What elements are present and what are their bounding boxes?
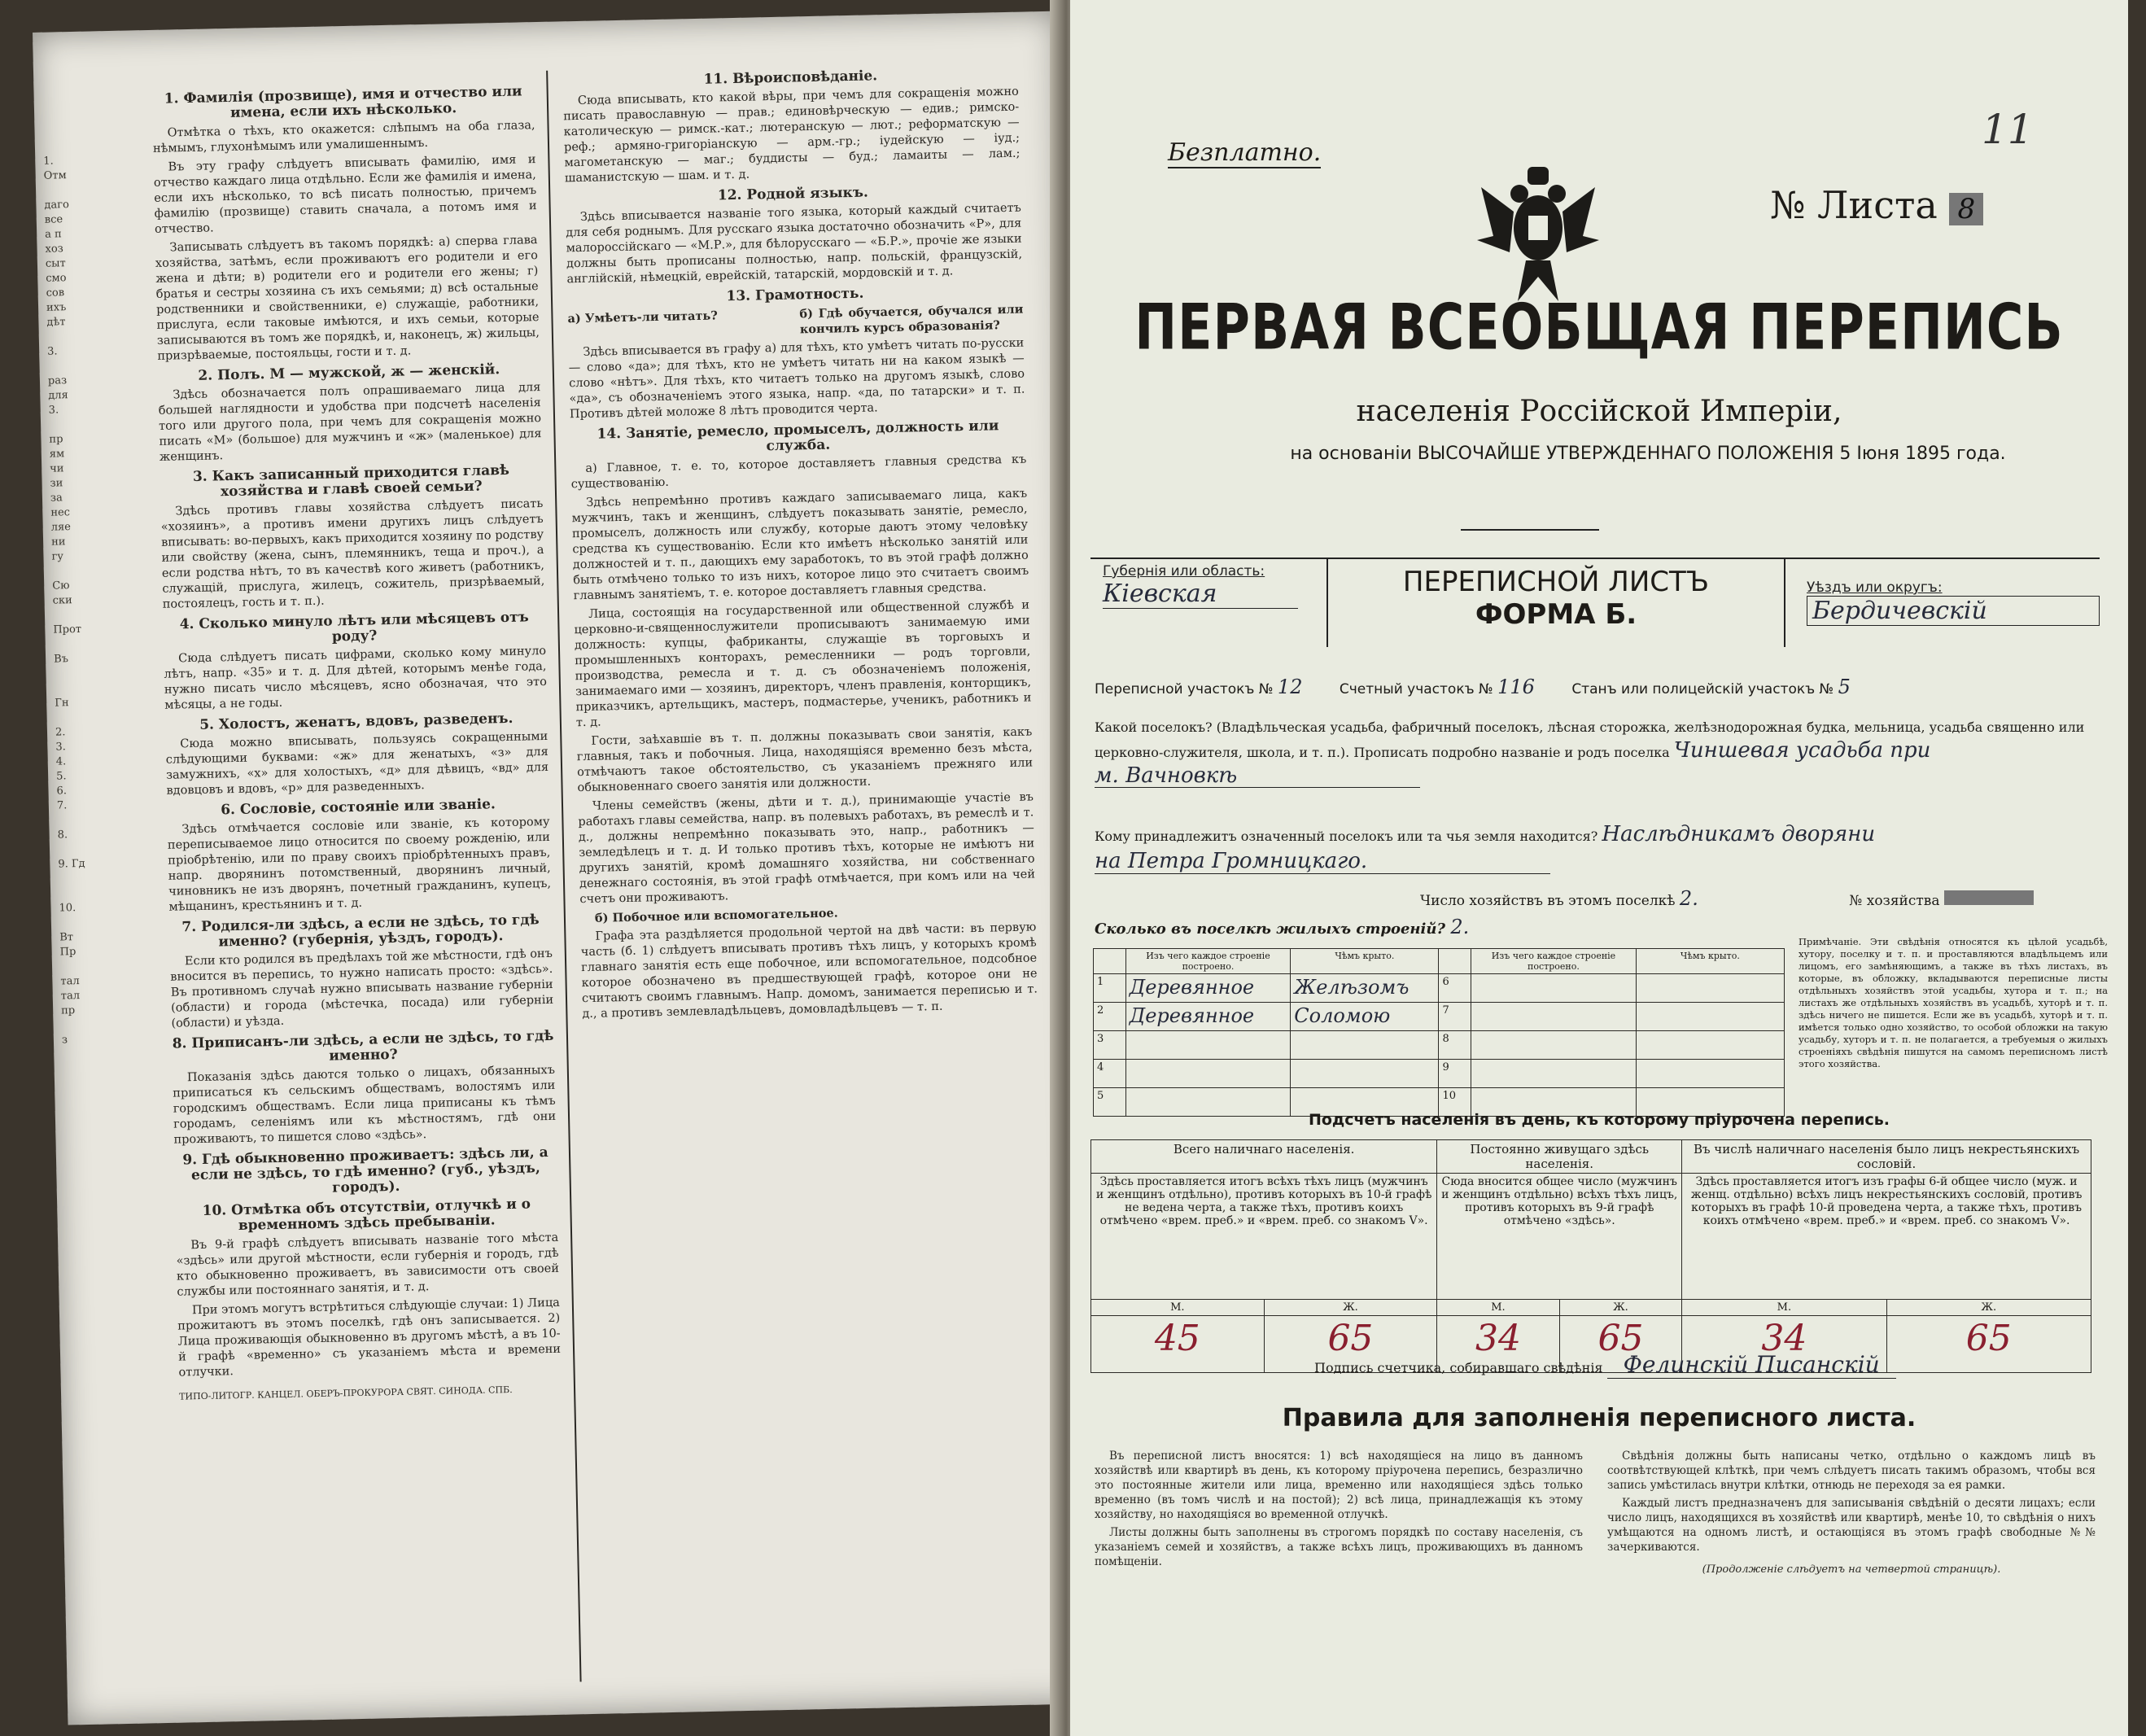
strip-line — [54, 666, 119, 682]
strip-line: а п — [45, 228, 62, 241]
col-roof-header: Чѣмъ крыто. — [1291, 949, 1439, 974]
signature-value: Фелинскій Писанскій — [1607, 1351, 1896, 1379]
form-header-row — [1090, 558, 2100, 657]
building-roof-right — [1636, 974, 1784, 1003]
strip-line: Пр — [59, 946, 76, 959]
strip-line: ни — [50, 536, 66, 549]
form-label: ФОРМА Б. — [1475, 598, 1637, 631]
owner-block — [1095, 822, 2096, 874]
building-row — [1094, 1060, 1785, 1088]
buildings-value: 2. — [1450, 916, 1470, 938]
building-roof — [1291, 1031, 1439, 1060]
building-roof: Соломою — [1291, 1003, 1439, 1031]
double-headed-eagle-icon — [1477, 163, 1599, 305]
strip-line: 10. — [59, 902, 76, 915]
uezd-label: Уѣздъ или округъ: — [1807, 579, 1943, 596]
rule-9-heading: 9. Гдѣ обыкновенно проживаетъ: здѣсь ли, а если не здѣсь, то гдѣ именно? (губ., уѣздъ, городъ). — [182, 1144, 549, 1196]
building-number: 5 — [1094, 1088, 1126, 1117]
building-number-right: 9 — [1439, 1060, 1471, 1088]
rule-14-text-2: Лица, состоящія на государственной или общественной службѣ и церковно-и-священнослужители прописываютъ занимаемую ими должность: купцы, фабриканты, служащіе въ торговыхъ и промышленныхъ конторахъ, ремесленники — родъ торговли, производства, ремесла и т. д. съ обозначеніемъ положенія, занимаемаго ими — хозяинъ, директоръ, членъ правленія, конторщикъ, приказчикъ, артельщикъ, мастеръ, подмастерье, ученикъ, работникъ и т. д. — [574, 598, 1032, 730]
buildings-table — [1093, 948, 1785, 1117]
strip-line: Въ — [53, 653, 69, 666]
household-no-value — [1944, 890, 2034, 905]
left-column-2 — [562, 61, 1038, 1025]
owner-question: Кому принадлежитъ означенный поселокъ или та чья земля находится? — [1095, 829, 1598, 844]
building-material — [1125, 1060, 1291, 1088]
rule-14b-text: Графа эта раздѣляется продольной чертой на двѣ части: въ первую часть (б. 1) слѣдуетъ вписывать противъ тѣхъ лицъ, у которыхъ кромѣ главнаго занятія есть еще побочное, или вспомогательное, подсобное которое обозначено въ предшествующей графѣ, которое они не считаютъ своимъ главнымъ. Напр. домомъ, занимается переписью и т. д., а противъ землевладѣльцевъ, домовладѣльцевъ — т. п. — [580, 920, 1038, 1021]
rule-14-text: Здѣсь непремѣнно противъ каждаго записываемаго лица, какъ мужчинъ, такъ и женщинъ, слѣдуетъ показывать занятіе, ремесло, промыселъ, должность или службу, которые даютъ этому человѣку средства къ существованію. Если кто имѣетъ нѣсколько занятій или должностей и т. п., дающихъ ему заработокъ, то въ этой графѣ должно быть отмѣчено только то изъ нихъ, которое лицо это считаетъ своимъ главнымъ занятіемъ, т. е. которое доставляетъ главныя средства. — [571, 487, 1029, 603]
right-page — [1070, 0, 2128, 1736]
rule-12-text: Здѣсь вписывается названіе того языка, который каждый считаетъ для себя роднымъ. Для русскаго языка достаточно обозначить «Р», для малороссійскаго — «М.Р.», для бѣлорусскаго — «Б.Р.», прочіе же языки должны быть прописаны полностью, напр. польскій, французскій, англійскій, нѣмецкій, еврейскій, татарскій, мордовскій и т. д. — [566, 201, 1023, 286]
strip-line — [60, 959, 125, 975]
strip-line: тал — [60, 990, 81, 1003]
sheet-title: ПЕРЕПИСНОЙ ЛИСТЪ — [1402, 566, 1710, 598]
rule-8-text: Показанія здѣсь даются только о лицахъ, обязанныхъ приписаться къ сельскимъ обществамъ, волостямъ или городскимъ обществамъ. Если лица приписаны къ тѣмъ городамъ, селеніямъ или къ мѣстностямъ, гдѣ они проживаютъ, то пишется слово «здѣсь». — [173, 1063, 557, 1147]
strip-line: все — [44, 213, 63, 226]
gubernia-value: Кіевская — [1103, 579, 1298, 609]
pop-permanent-header: Постоянно живущаго здѣсь населенія. — [1437, 1140, 1682, 1174]
strip-line — [55, 680, 120, 697]
household-no-label: № хозяйства — [1849, 893, 1940, 909]
strip-line — [47, 329, 112, 345]
strip-line: ски — [52, 594, 72, 607]
rule-5-text: Сюда можно вписывать, пользуясь сокращенными слѣдующими буквами: «ж» для женатыхъ, «з» для замужнихъ, «х» для холостыхъ, «д» для дѣвицъ, «вд» для вдовцовъ и вдовъ, «р» для разведенныхъ. — [165, 729, 549, 798]
rule-3-heading: 3. Какъ записанный приходится главѣ хозяйства и главѣ своей семьи? — [192, 461, 510, 501]
strip-line: Гн — [55, 697, 69, 710]
col-roof-header-2: Чѣмъ крыто. — [1636, 949, 1784, 974]
stan-value: 5 — [1838, 676, 1851, 698]
building-row — [1094, 974, 1785, 1003]
uezd-value: Бердичевскій — [1807, 596, 2100, 626]
rule-14b: б) Побочное или вспомогательное. — [594, 906, 838, 925]
rule-11-text: Сюда вписывать, кто какой вѣры, при чемъ для сокращенія можно писать православную — прав.; единовѣрческую — едив.; римско-католическую — римск.-кат.; лютеранскую — лют.; реформатскую — реф.; армяно-григоріанскую — арм.-гр.; іудейскую — іуд.; магометанскую — маг.; буддисты — буд.; ламаиты — лам.; шаманистскую — шам. и т. д. — [563, 85, 1021, 186]
rule-8-heading: 8. Приписанъ-ли здѣсь, а если не здѣсь, то гдѣ именно? — [172, 1027, 554, 1065]
rule-14-heading: 14. Занятіе, ремесло, промыселъ, должность или служба. — [597, 418, 999, 455]
pop-zh-1: Ж. — [1264, 1300, 1437, 1316]
strip-line: 5. — [55, 770, 67, 783]
rules-column-2 — [1607, 1449, 2096, 1577]
strip-line — [58, 842, 123, 858]
signature-line — [1314, 1351, 1896, 1378]
divider — [1461, 529, 1599, 531]
left-page — [33, 11, 1093, 1725]
settlement-question: Какой поселокъ? (Владѣльческая усадьба, фабричный поселокъ, лѣсная сторожка, желѣзнодорожная будка, мельница, усадьба священно или церковно-служителя, школа, и т. п.). Прописать подробно названіе и родъ поселка — [1095, 719, 2085, 760]
strip-line: пр — [61, 1004, 76, 1017]
pop-permanent-zh-value: 65 — [1559, 1316, 1681, 1373]
strip-line: раз — [47, 374, 68, 387]
rule-2-text: Здѣсь обозначается полъ опрашиваемаго лица для большей наглядности и удобства при подсчетѣ населенія того или другого пола, при чемъ для сокращенія можно писать «М» (большое) для мужчинъ и «ж» (маленькое) для женщинъ. — [158, 381, 542, 464]
census-basis: на основаніи ВЫСОЧАЙШЕ УТВЕРЖДЕННАГО ПОЛОЖЕНІЯ 5 Іюня 1895 года. — [1290, 444, 2006, 464]
rule-14-text-4: Члены семействъ (жены, дѣти и т. д.), принимающіе участіе въ работахъ главы семейства, напр. въ полевыхъ работахъ, въ ремеслѣ и т. д., должны непремѣнно показывать это, напр., работникъ — земледѣлецъ и т. д. И только противъ тѣхъ, которые не имѣютъ ни другихъ занятій, кромѣ домашняго хозяйства, ни собственнаго денежнаго состоянія, въ этой графѣ отмѣчается, при комъ или на чей счетъ они проживаютъ. — [578, 790, 1036, 907]
pop-nonpeasant-desc: Здѣсь проставляется итогъ изъ графы 6-й общее число (муж. и женщ. отдѣльно) всѣхъ лицъ некрестьянскихъ сословій, противъ которыхъ въ графѣ 10-й проведена черта, а также тѣхъ, противъ коихъ отмѣчено «врем. преб.» и «врем. преб. со знакомъ V». — [1682, 1174, 2091, 1300]
rules-p2: Свѣдѣнія должны быть написаны четко, отдѣльно о каждомъ лицѣ въ соотвѣтствующей клѣткѣ, при чемъ слѣдуетъ писать такимъ образомъ, чтобы вся запись умѣстилась внутри клѣтки, отнюдь не переходя за ея рамки. — [1607, 1450, 2096, 1492]
pop-m-2: М. — [1437, 1300, 1559, 1316]
pop-total-m-value: 45 — [1091, 1316, 1265, 1373]
left-margin-strip — [43, 153, 127, 1047]
pop-permanent-desc: Сюда вносится общее число (мужчинъ и женщинъ отдѣльно) всѣхъ тѣхъ лицъ, противъ которыхъ въ 9-й графѣ отмѣчено «здѣсь». — [1437, 1174, 1682, 1300]
building-row — [1094, 1003, 1785, 1031]
sheet-number-value: 8 — [1949, 193, 1983, 225]
strip-line: даго — [44, 199, 70, 212]
pop-m-3: М. — [1682, 1300, 1886, 1316]
census-title: ПЕРВАЯ ВСЕОБЩАЯ ПЕРЕПИСЬ — [1134, 289, 2064, 365]
strip-line — [52, 563, 117, 579]
rule-6-heading: 6. Сословіе, состояніе или званіе. — [221, 796, 496, 819]
strip-line: хоз — [45, 243, 63, 256]
free-label: Безплатно. — [1168, 138, 1322, 167]
building-roof: Желѣзомъ — [1291, 974, 1439, 1003]
building-material-right — [1471, 1060, 1637, 1088]
rule-14a: а) Главное, т. е. то, которое доставляетъ главныя средства къ существованію. — [570, 453, 1027, 492]
page-number: 11 — [1982, 106, 2034, 153]
rule-10-heading: 10. Отмѣтка объ отсутствіи, отлучкѣ и о временномъ здѣсь пребываніи. — [202, 1196, 531, 1235]
rule-6-text: Здѣсь отмѣчается сословіе или званіе, къ которому переписываемое лицо относится по своему рожденію, или пріобрѣтенію, или по праву своихъ пріобрѣтенныхъ правъ, напр. дворянинъ потомственный, дворянинъ личный, чиновникъ не изъ дворянъ, почетный гражданинъ, купецъ, мѣщанинъ, крестьянинъ и т. д. — [167, 815, 552, 914]
gubernia-block — [1103, 563, 1298, 609]
rule-1-heading: 1. Фамилія (прозвище), имя и отчество или имена, если ихъ нѣсколько. — [164, 83, 522, 121]
pop-nonpeasant-m-value: 34 — [1682, 1316, 1886, 1373]
building-number: 4 — [1094, 1060, 1126, 1088]
pop-total-zh-value: 65 — [1264, 1316, 1437, 1373]
uezd-block — [1807, 579, 2100, 626]
building-material: Деревянное — [1125, 974, 1291, 1003]
rule-13a: а) Умѣетъ-ли читать? — [567, 308, 718, 326]
strip-line: сов — [46, 286, 65, 300]
building-material-right — [1471, 974, 1637, 1003]
rule-13b: б) Гдѣ обучается, обучался или кончилъ курсъ образованія? — [799, 302, 1024, 337]
population-table — [1090, 1139, 2091, 1373]
buildings-line — [1095, 916, 1469, 938]
strip-line: з — [61, 1034, 68, 1047]
rule-2-heading: 2. Полъ. М — мужской, ж — женскій. — [198, 361, 500, 384]
rule-10-cases: При этомъ могутъ встрѣтиться слѣдующіе случаи: 1) Лица прожитаютъ въ этомъ поселкѣ, гдѣ онъ записывается. 2) Лица проживающія обыкновенно въ другомъ мѣстѣ, а въ 10-й графѣ «временно» съ указаніемъ мѣста и времени отлучки. — [177, 1296, 562, 1380]
rules-continued: (Продолженіе слѣдуетъ на четвертой страницѣ). — [1702, 1563, 2001, 1576]
building-number: 1 — [1094, 974, 1126, 1003]
rules-p4: Листы должны быть заполнены въ строгомъ порядкѣ по составу населенія, съ указаніемъ семей и хозяйствъ, а также всѣхъ лицъ, проживающихъ въ данномъ помѣщеніи. — [1095, 1526, 1583, 1568]
strip-line: Сю — [52, 579, 70, 593]
strip-line — [61, 1017, 126, 1034]
strip-line: 3. — [47, 345, 58, 358]
strip-line: смо — [46, 272, 67, 285]
strip-line: сыт — [45, 257, 66, 270]
strip-line: 7. — [56, 799, 68, 812]
building-material: Деревянное — [1125, 1003, 1291, 1031]
settlement-value-1: Чиншевая усадьба при — [1673, 738, 1931, 763]
settlement-value-2: м. Вачновкѣ — [1095, 764, 1420, 788]
strip-line: 3. — [55, 741, 66, 754]
rule-10-text: Въ 9-й графѣ слѣдуетъ вписывать названіе того мѣста «здѣсь» или другой мѣстности, если губернія и городъ, гдѣ кто обыкновенно проживаетъ, въ зависимости отъ своей службы или постояннаго занятія, и т. д. — [176, 1231, 560, 1299]
strip-line: пр — [49, 433, 63, 446]
strip-line: Отм — [43, 169, 67, 182]
pop-zh-2: Ж. — [1559, 1300, 1681, 1316]
building-number-right: 10 — [1439, 1088, 1471, 1117]
rule-4-heading: 4. Сколько минуло лѣтъ или мѣсяцевъ отъ роду? — [179, 609, 529, 645]
rule-5-heading: 5. Холостъ, женатъ, вдовъ, разведенъ. — [199, 710, 514, 733]
rule-11-heading: 11. Вѣроисповѣданіе. — [703, 68, 878, 88]
census-subtitle: населенія Россійской Имперіи, — [1356, 395, 1842, 428]
strip-line — [59, 871, 124, 887]
strip-line: Прот — [53, 623, 82, 636]
rule-12-heading: 12. Родной языкъ. — [717, 184, 869, 204]
strip-line: 9. Гд — [58, 857, 85, 871]
pop-nonpeasant-header: Въ числѣ наличнаго населенія было лицъ некрестьянскихъ сословій. — [1682, 1140, 2091, 1174]
rules-title: Правила для заполненія переписного листа. — [1282, 1404, 1917, 1432]
uchastok-line — [1095, 676, 2096, 698]
building-number: 2 — [1094, 1003, 1126, 1031]
strip-line: зи — [50, 477, 63, 490]
rule-1-text: Въ эту графу слѣдуетъ вписывать фамилію, имя и отчество каждаго лица отдѣльно. Если же фамилія и имена, если ихъ нѣсколько, то всѣ писать полностью, причемъ фамилію (прозвище) ставить сначала, а потомъ имя и отчество. — [153, 153, 537, 236]
sheet-number-label: № Листа — [1770, 183, 1938, 227]
strip-line: дѣт — [46, 316, 66, 329]
rule-13-text: Здѣсь вписывается въ графу а) для тѣхъ, кто умѣетъ читать по-русски — слово «да»; для тѣхъ, кто не умѣетъ читать ни на каком языкѣ — слово «нѣтъ». Для тѣхъ, кто читаетъ только на другомъ языкѣ, слово «да», съ обозначеніемъ этого языка, напр. «да, по татарски» и т. п. Противъ дѣтей моложе 8 лѣтъ проводится черта. — [568, 336, 1025, 422]
building-roof-right — [1636, 1003, 1784, 1031]
owner-value-2: на Петра Громницкаго. — [1095, 849, 1550, 874]
households-line — [1420, 887, 2096, 910]
stan-label: Станъ или полицейскій участокъ № — [1571, 681, 1834, 697]
sheet-number — [1770, 183, 1983, 227]
form-title-block — [1326, 558, 1785, 647]
strip-line: для — [48, 389, 68, 402]
rule-14-text-3: Гости, заѣхавшіе въ т. п. должны показывать свои занятія, какъ главныя, такъ и побочныя. Лица, находящіяся временно безъ мѣста, отмѣчаютъ такое обстоятельство, съ указаніемъ прежняго или обыкновеннаго своего занятія или должности. — [576, 725, 1034, 795]
rule-7-heading: 7. Родился-ли здѣсь, а если не здѣсь, то гдѣ именно? (губернія, уѣздъ, городъ). — [181, 912, 540, 951]
strip-line — [44, 182, 109, 199]
imprint: ТИПО-ЛИТОГР. КАНЦЕЛ. ОБЕРЪ-ПРОКУРОРА СВЯТ. СИНОДА. СПБ. — [179, 1384, 513, 1402]
strip-line: 3. — [48, 404, 59, 417]
rules-p3: Каждый листъ предназначенъ для записыванія свѣдѣній о десяти лицахъ; если число лицъ, находящихся въ хозяйствѣ или квартирѣ, менѣе 10, то свѣдѣнія о нихъ умѣщаются на одномъ листѣ, и остающіяся въ этомъ графѣ свободные №№ зачеркиваются. — [1607, 1497, 2096, 1554]
rule-13-heading: 13. Грамотность. — [726, 285, 864, 305]
signature-label: Подпись счетчика, собиравшаго свѣдѣнія — [1314, 1360, 1603, 1375]
strip-line: нес — [50, 506, 71, 519]
strip-line: тал — [60, 975, 80, 988]
settlement-block — [1095, 716, 2096, 788]
strip-line: 1. — [43, 155, 54, 168]
households-label: Число хозяйствъ въ этомъ поселкѣ — [1420, 893, 1676, 909]
pop-m-1: М. — [1091, 1300, 1265, 1316]
strip-line: Вт — [59, 931, 74, 944]
schet-uchastok-value: 116 — [1497, 676, 1535, 698]
left-column-1 — [151, 79, 562, 1404]
strip-line: чи — [50, 462, 64, 475]
col-material-header-2: Изъ чего каждое строеніе построено. — [1471, 949, 1637, 974]
pop-total-header: Всего наличнаго населенія. — [1091, 1140, 1437, 1174]
strip-line: 2. — [55, 726, 66, 739]
building-material — [1125, 1031, 1291, 1060]
households-value: 2. — [1679, 887, 1698, 910]
strip-line — [47, 358, 112, 374]
building-number-right: 7 — [1439, 1003, 1471, 1031]
strip-line: 8. — [57, 829, 68, 842]
strip-line: за — [50, 492, 63, 505]
building-number-right: 8 — [1439, 1031, 1471, 1060]
perepis-uchastok-label: Переписной участокъ № — [1095, 681, 1274, 697]
rules-p1: Въ переписной листъ вносятся: 1) всѣ находящіеся на лицо въ данномъ хозяйствѣ или квартирѣ въ день, къ которому пріурочена перепись, безразлично это постоянные жители или лица, временно или находящіеся здѣсь только временно (въ томъ числѣ и на постой); 2) всѣ лица, принадлежащія къ этому хозяйству, но находящіяся во временной отлучкѣ. — [1095, 1450, 1583, 1521]
population-title: Подсчетъ населенія въ день, къ которому пріурочена перепись. — [1308, 1111, 1890, 1129]
rule-7-text: Если кто родился въ предѣлахъ той же мѣстности, гдѣ онъ вносится въ перепись, то нужно написать просто: «здѣсь». Въ противномъ случаѣ нужно вписывать название губерніи (области) и города (мѣстечка, посада) или губерніи (области) и уѣзда. — [170, 947, 554, 1030]
strip-line: ихъ — [46, 301, 67, 314]
strip-line: 4. — [55, 755, 67, 768]
pop-total-desc: Здѣсь проставляется итогъ всѣхъ тѣхъ лицъ (мужчинъ и женщинъ отдѣльно), противъ которыхъ въ 10-й графѣ не ведена черта, а также тѣхъ, противъ коихъ отмѣчено «врем. преб.» и «врем. преб. со знакомъ V». — [1091, 1174, 1437, 1300]
strip-line — [54, 636, 119, 653]
building-roof — [1291, 1060, 1439, 1088]
pop-nonpeasant-zh-value: 65 — [1886, 1316, 2091, 1373]
strip-line — [53, 607, 118, 623]
building-material-right — [1471, 1031, 1637, 1060]
strip-line: гу — [51, 550, 64, 563]
building-row — [1094, 1031, 1785, 1060]
strip-line: 6. — [56, 785, 68, 798]
building-material-right — [1471, 1003, 1637, 1031]
strip-line: ям — [49, 448, 65, 461]
building-number-right: 6 — [1439, 974, 1471, 1003]
building-roof-right — [1636, 1060, 1784, 1088]
strip-line — [49, 417, 114, 433]
strip-line — [59, 915, 125, 931]
pop-permanent-m-value: 34 — [1437, 1316, 1559, 1373]
col-material-header: Изъ чего каждое строеніе построено. — [1125, 949, 1291, 974]
pop-zh-3: Ж. — [1886, 1300, 2091, 1316]
strip-line — [59, 885, 124, 902]
perepis-uchastok-value: 12 — [1277, 676, 1303, 698]
rule-1-order: Записывать слѣдуетъ въ такомъ порядкѣ: а) сперва глава хозяйства, затѣмъ, если проживаютъ его родители и его жена и дѣти; в) родители его и родители его жены; г) братья и сестры хозяина съ ихъ семьями; д) всѣ остальные родственники и свойственники, е) служащіе, работники, прислуга, если таковые имѣются, и ихъ семьи, которые записываются въ томъ же порядкѣ, и, наконецъ, ж) жильцы, призрѣваемые, постояльцы, гости и т. д. — [155, 234, 540, 363]
rule-3-text: Здѣсь противъ главы хозяйства слѣдуетъ писать «хозяинъ», а противъ имени другихъ лицъ слѣдуетъ вписывать: во-первыхъ, какъ приходится хозяину по родству или свойству (жена, сынъ, племянникъ, теща и проч.), а если родства нѣтъ, то въ качествѣ кого живетъ (работникъ, служащій, прислуга, жилецъ, сожитель, призрѣваемый, постоялецъ, гость и т. п.). — [160, 496, 545, 611]
strip-line: ляе — [50, 521, 72, 534]
strip-line — [57, 812, 122, 829]
buildings-note: Примѣчаніе. Эти свѣдѣнія относятся къ цѣлой усадьбѣ, хутору, поселку и т. п. и проставляются владѣльцемъ или лицомъ, его замѣняющимъ, а также въ тѣхъ листахъ, въ которые, въ обложку, вкладываются переписные листы отдѣльныхъ хозяйствъ этой усадьбы, хутора и т. п.; на листахъ же отдѣльныхъ хозяйствъ въ усадьбѣ, хуторѣ и т. п. здѣсь ничего не пишется. Если же въ усадьбѣ, хуторѣ и т. п. имѣется только одно хозяйство, то особой обложки на такую усадьбу, хуторъ и т. п. не полагается, а требуемыя о жилыхъ строеніяхъ свѣдѣнія пишутся на самомъ переписномъ листѣ этого хозяйства. — [1799, 936, 2108, 1069]
building-roof-right — [1636, 1031, 1784, 1060]
strip-line — [55, 710, 120, 726]
rule-1-note: Отмѣтка о тѣхъ, кто окажется: слѣпымъ на оба глаза, нѣмымъ, глухонѣмымъ или умалишеннымъ. — [152, 119, 535, 155]
owner-value-1: Наслѣдникамъ дворяни — [1602, 822, 1876, 846]
schet-uchastok-label: Счетный участокъ № — [1339, 681, 1493, 697]
buildings-label: Сколько въ поселкѣ жилыхъ строеній? — [1095, 920, 1446, 938]
building-number: 3 — [1094, 1031, 1126, 1060]
gubernia-label: Губернія или область: — [1103, 563, 1265, 579]
rules-column-1 — [1095, 1449, 1583, 1572]
rule-4-text: Сюда слѣдуетъ писать цифрами, сколько кому минуло лѣтъ, напр. «35» и т. д. Для дѣтей, которымъ менѣе года, нужно писать число мѣсяцевъ, ясно обозначая, что это мѣсяцы, а не годы. — [164, 644, 548, 712]
